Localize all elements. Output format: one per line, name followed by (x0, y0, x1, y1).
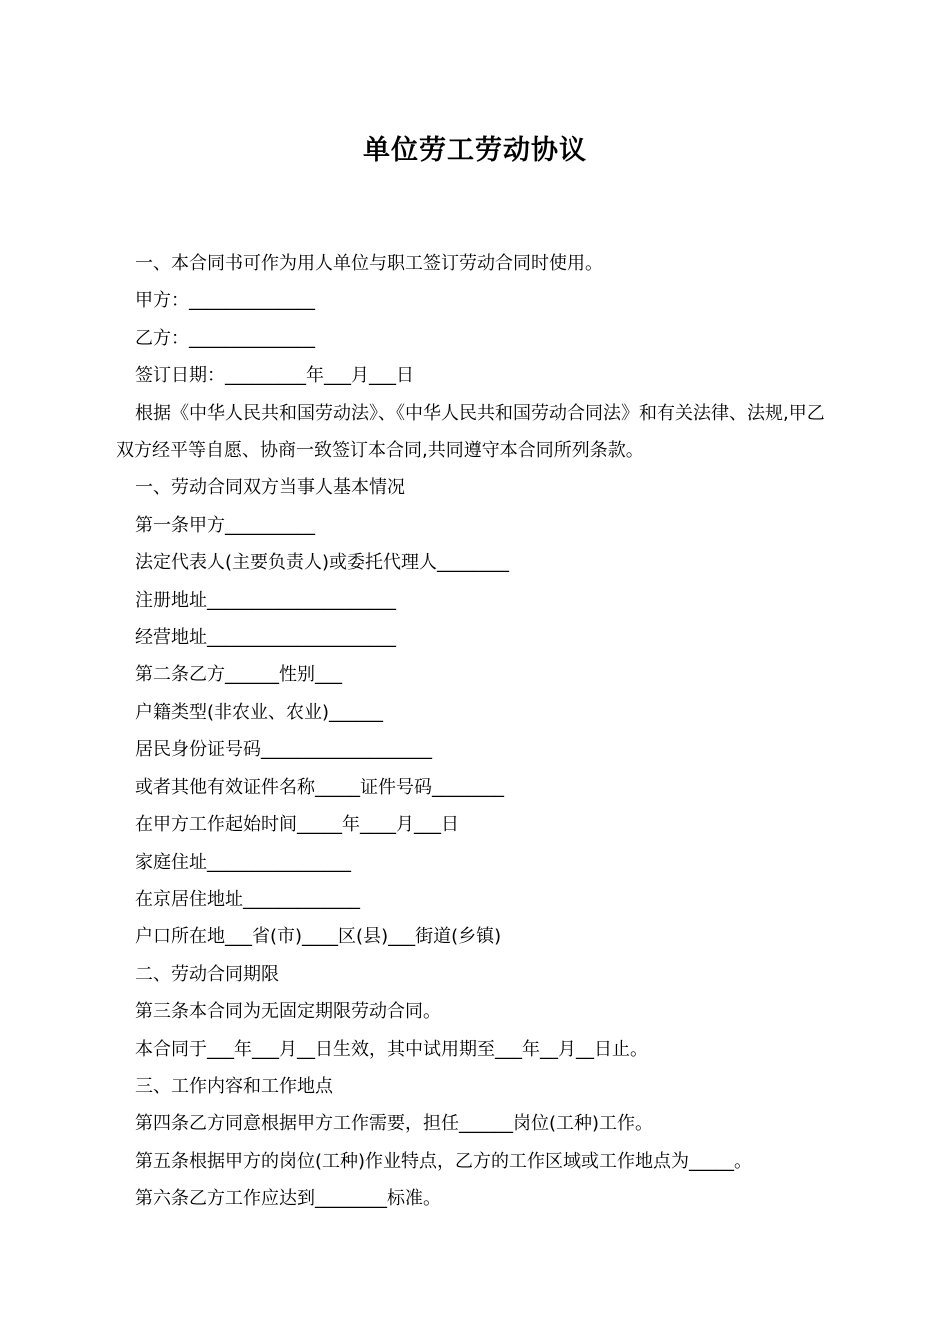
paragraph-party-b: 乙方：______________ (135, 327, 315, 349)
paragraph-article-3: 第三条本合同为无固定期限劳动合同。 (135, 1001, 441, 1023)
section-heading-contract-term: 二、劳动合同期限 (135, 963, 279, 985)
paragraph-effective-date: 本合同于___年___月__日生效，其中试用期至___年__月__日止。 (135, 1038, 648, 1060)
paragraph-article-2: 第二条乙方______性别___ (135, 664, 342, 686)
paragraph-article-1: 第一条甲方__________ (135, 514, 315, 536)
paragraph-other-id: 或者其他有效证件名称_____证件号码________ (135, 776, 504, 798)
paragraph-home-address: 家庭住址________________ (135, 851, 351, 873)
paragraph-legal-representative: 法定代表人(主要负责人)或委托代理人________ (135, 552, 510, 574)
section-heading-work-content: 三、工作内容和工作地点 (135, 1075, 333, 1097)
section-heading-basic-info: 一、劳动合同双方当事人基本情况 (135, 477, 405, 499)
paragraph-article-6: 第六条乙方工作应达到________标准。 (135, 1188, 441, 1210)
document-title: 单位劳工劳动协议 (363, 135, 587, 166)
paragraph-beijing-address: 在京居住地址_____________ (135, 888, 360, 910)
paragraph-hukou-location: 户口所在地___省(市)____区(县)___街道(乡镇) (135, 926, 502, 948)
paragraph-signing-date: 签订日期：_________年___月___日 (135, 365, 414, 387)
document-body (116, 245, 836, 1218)
paragraph-article-5: 第五条根据甲方的岗位(工种)作业特点，乙方的工作区域或工作地点为_____。 (135, 1150, 753, 1172)
paragraph-registered-address: 注册地址_____________________ (135, 589, 396, 611)
paragraph-legal-basis: 根据《中华人民共和国劳动法》、《中华人民共和国劳动合同法》和有关法律、法规,甲乙双方经平等自愿、协商一致签订本合同,共同遵守本合同所列条款。 (116, 402, 825, 462)
paragraph-usage-note: 一、本合同书可作为用人单位与职工签订劳动合同时使用。 (135, 253, 603, 274)
paragraph-article-4: 第四条乙方同意根据甲方工作需要，担任______岗位(工种)工作。 (135, 1113, 654, 1135)
paragraph-party-a: 甲方：______________ (135, 290, 315, 312)
paragraph-start-date: 在甲方工作起始时间_____年____月___日 (135, 814, 459, 836)
paragraph-household-type: 户籍类型(非农业、农业)______ (135, 701, 384, 723)
paragraph-id-number: 居民身份证号码___________________ (135, 739, 432, 761)
paragraph-business-address: 经营地址_____________________ (135, 627, 396, 649)
